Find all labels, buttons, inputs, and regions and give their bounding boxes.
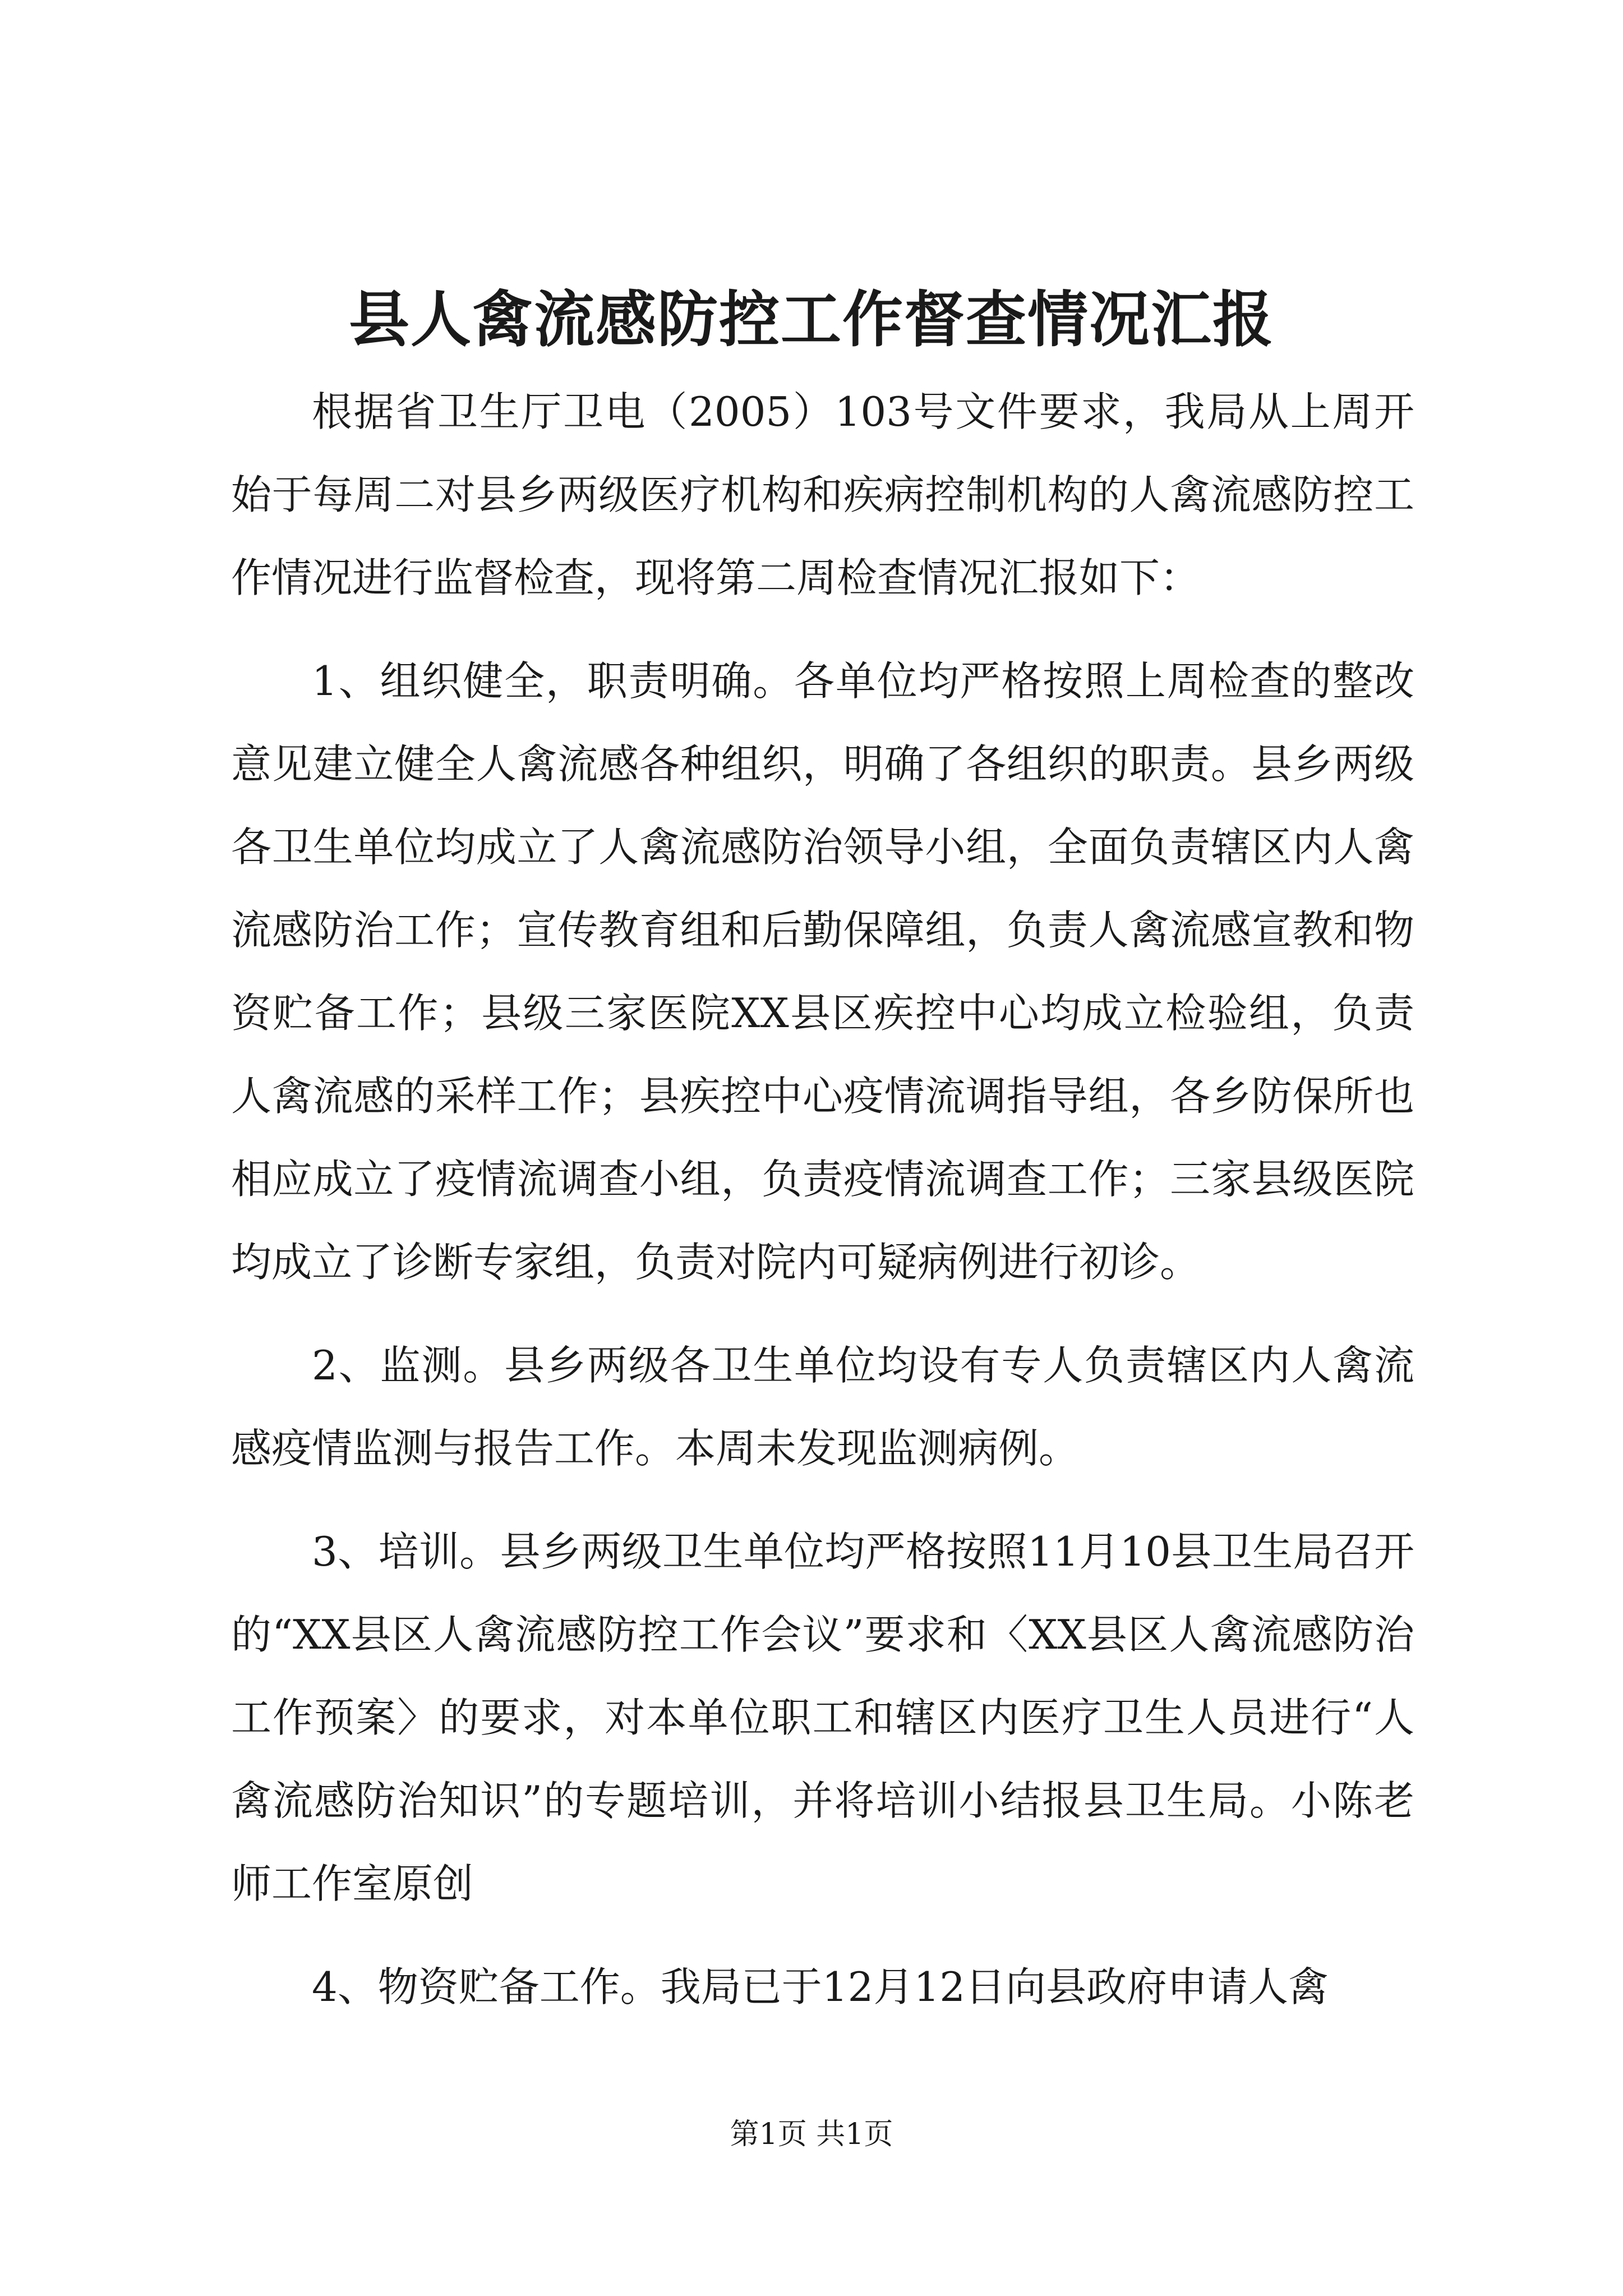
paragraph-intro: 根据省卫生厅卫电（2005）103号文件要求，我局从上周开始于每周二对县乡两级医疗机构和疾病控制机构的人禽流感防控工作情况进行监督检查，现将第二周检查情况汇报如下：: [231, 388, 1414, 601]
paragraph-monitoring: 2、监测。县乡两级各卫生单位均设有专人负责辖区内人禽流感疫情监测与报告工作。本周未发现监测病例。: [231, 1342, 1414, 1472]
page-footer: 第1页 共1页: [730, 2118, 893, 2151]
paragraph-training: 3、培训。县乡两级卫生单位均严格按照11月10县卫生局召开的“XX县区人禽流感防控工作会议”要求和〈XX县区人禽流感防治工作预案〉的要求，对本单位职工和辖区内医疗卫生人员进行“人禽流感防治知识”的专题培训，并将培训小结报县卫生局。小陈老师工作室原创: [231, 1528, 1414, 1907]
document-title: 县人禽流感防控工作督查情况汇报: [348, 284, 1274, 355]
document-body: [231, 370, 1414, 2049]
paragraph-organization: 1、组织健全，职责明确。各单位均严格按照上周检查的整改意见建立健全人禽流感各种组织，明确了各组织的职责。县乡两级各卫生单位均成立了人禽流感防治领导小组，全面负责辖区内人禽流感防治工作；宣传教育组和后勤保障组，负责人禽流感宣教和物资贮备工作；县级三家医院XX县区疾控中心均成立检验组，负责人禽流感的采样工作；县疾控中心疫情流调指导组，各乡防保所也相应成立了疫情流调查小组，负责疫情流调查工作；三家县级医院均成立了诊断专家组，负责对院内可疑病例进行初诊。: [231, 657, 1414, 1286]
paragraph-supplies: 4、物资贮备工作。我局已于12月12日向县政府申请人禽: [312, 1963, 1329, 2010]
